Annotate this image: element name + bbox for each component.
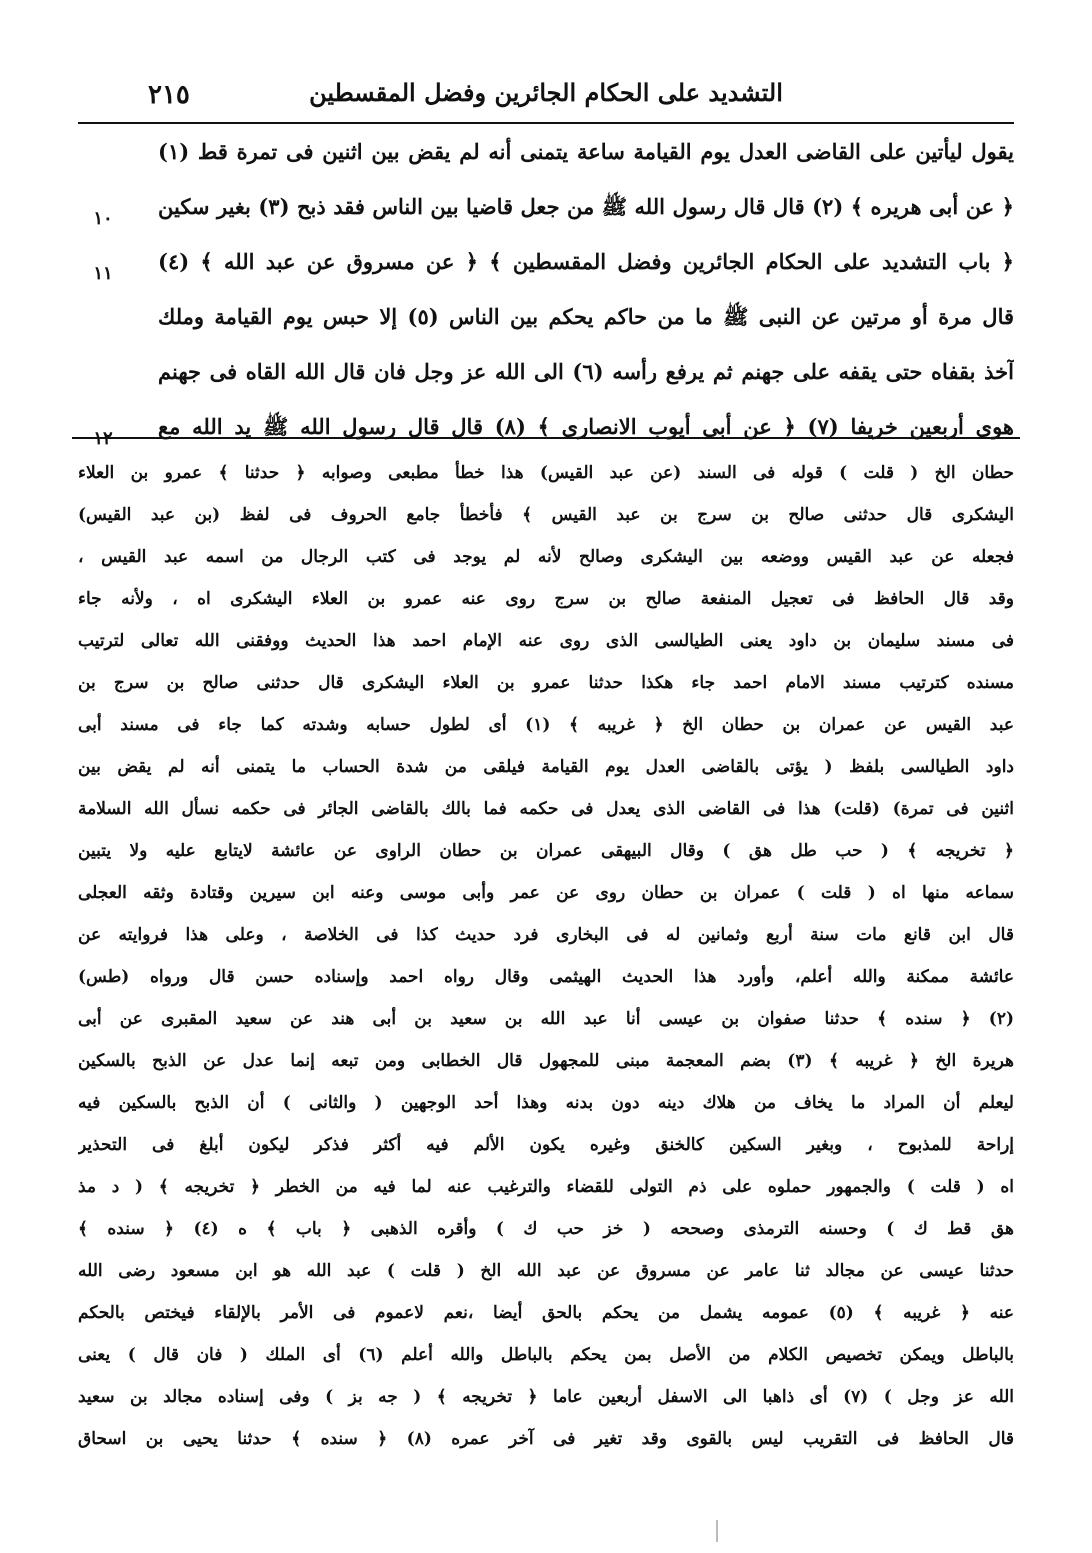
main-text-line-content: يقول ليأتين على القاضى العدل يوم القيامة ساعة يتمنى أنه لم يقض بين اثنين فى تمرة قط (١) [158,139,1014,164]
running-title: التشديد على الحكام الجائرين وفضل المقسطين [309,78,783,107]
main-hadith-text [78,132,1014,462]
main-text-line [78,242,1014,297]
main-text-line-content: قال مرة أو مرتين عن النبى ﷺ ما من حاكم يحكم بين الناس (٥) إلا حبس يوم القيامة وملك [158,304,1014,329]
line-number: ١٢ [93,428,113,449]
commentary-line: هق قط ك ) وحسنه الترمذى وصححه ( خز حب ك ) وأقره الذهبى ﴿ باب ﴾ ه (٤) ﴿ سنده ﴾ [78,1219,1014,1239]
main-text-line [78,187,1014,242]
commentary-line: اثنين فى تمرة) (قلت) هذا فى القاضى الذى يعدل فى حكمه فما بالك بالقاضى الجائر فى حكمه نسأل الله السلامة [78,799,1014,819]
main-text-line [78,132,1014,187]
line-number: ١١ [93,263,113,284]
commentary-line: حدثنا عيسى عن مجالد ثنا عامر عن مسروق عن عبد الله الخ ( قلت ) عبد الله هو ابن مسعود رضى الله [78,1261,1014,1281]
commentary-line: (٢) ﴿ سنده ﴾ حدثنا صفوان بن عيسى أنا عبد الله بن سعيد بن أبى هند عن سعيد المقبرى عن أبى [78,1009,1014,1029]
commentary-line: وقد قال الحافظ فى تعجيل المنفعة صالح بن سرج روى عنه عمرو بن العلاء اليشكرى اه ، ولأنه جاء [78,589,1014,609]
page-number: ٢١٥ [148,80,190,110]
commentary-line: قال ابن قانع مات سنة أربع وثمانين له فى البخارى فرد حديث كذا فى الخلاصة ، وعلى هذا فروايته عن [78,925,1014,945]
main-text-line [78,297,1014,352]
commentary-line: عائشة ممكنة والله أعلم، وأورد هذا الحديث الهيثمى وقال رواه احمد وإسناده حسن قال ورواه (طس) [78,967,1014,987]
commentary-line: حطان الخ ( قلت ) قوله فى السند (عن عبد القيس) هذا خطأ مطبعى وصوابه ﴿ حدثنا ﴾ عمرو بن العلاء [78,463,1014,483]
scan-mark [716,1520,718,1542]
page-header [78,74,1014,124]
main-text-line-content: ﴿ عن أبى هريره ﴾ (٢) قال قال رسول الله ﷺ من جعل قاضيا بين الناس فقد ذبح (٣) بغير سكين [158,194,1014,219]
commentary-line: اليشكرى قال حدثنى صالح بن سرج بن عبد القيس ﴾ فأخطأ جامع الحروف فى لفظ (بن عبد القيس) [78,505,1014,525]
commentary-line: هريرة الخ ﴿ غريبه ﴾ (٣) بضم المعجمة مبنى للمجهول قال الخطابى ومن تبعه إنما عدل عن الذبح بالسكين [78,1051,1014,1071]
commentary-line: عنه ﴿ غريبه ﴾ (٥) عمومه يشمل من يحكم بالحق أيضا ،نعم لاعموم فى الأمر بالإلقاء فيختص بالحكم [78,1303,1014,1323]
commentary-line: الله عز وجل ) (٧) أى ذاهبا الى الاسفل أربعين عاما ﴿ تخريجه ﴾ ( جه بز ) وفى إسناده مجالد بن سعيد [78,1387,1014,1407]
commentary-line: اه ( قلت ) والجمهور حملوه على ذم التولى للقضاء والترغيب عنه لما فيه من الخطر ﴿ تخريجه ﴾ ( د مذ [78,1177,1014,1197]
main-text-line-content: آخذ بقفاه حتى يقفه على جهنم ثم يرفع رأسه (٦) الى الله عز وجل فان قال الله القاه فى جهنم [158,359,1014,384]
main-text-line [78,352,1014,407]
commentary-line: مسنده كترتيب مسند الامام احمد جاء هكذا حدثنا عمرو بن العلاء اليشكرى قال حدثنى صالح بن سرج بن [78,673,1014,693]
commentary-line: سماعه منها اه ( قلت ) عمران بن حطان روى عن عمر وأبى موسى وعنه ابن سيرين وقتادة وثقه العجلى [78,883,1014,903]
commentary-line: بالباطل ويمكن تخصيص الكلام من الأصل بمن يحكم بالباطل والله أعلم (٦) أى الملك ( فان قال ) يعنى [78,1345,1014,1365]
commentary-line: إراحة للمذبوح ، وبغير السكين كالخنق وغيره يكون الألم فيه أكثر فذكر ليكون أبلغ فى التحذير [78,1135,1014,1155]
commentary-line: ليعلم أن المراد ما يخاف من هلاك دينه دون بدنه وهذا أحد الوجهين ( والثانى ) أن الذبح بالسكين فيه [78,1093,1014,1113]
commentary-line: قال الحافظ فى التقريب ليس بالقوى وقد تغير فى آخر عمره (٨) ﴿ سنده ﴾ حدثنا يحيى بن اسحاق [78,1429,1014,1449]
commentary-footnotes [78,452,1014,1460]
commentary-line: ﴿ تخريجه ﴾ ( حب طل هق ) وقال البيهقى عمران بن حطان الراوى عن عائشة لايتابع عليه ولا يتبين [78,841,1014,861]
main-text-line-content: ﴿ باب التشديد على الحكام الجائرين وفضل المقسطين ﴾ ﴿ عن مسروق عن عبد الله ﴾ (٤) [158,249,1014,274]
commentary-line: فى مسند سليمان بن داود يعنى الطيالسى الذى روى عنه الإمام احمد هذا الحديث ووفقنى الله تعالى لترتيب [78,631,1014,651]
line-number: ١٠ [93,208,113,229]
footnote-divider [72,437,1020,439]
commentary-line: عبد القيس عن عمران بن حطان الخ ﴿ غريبه ﴾ (١) أى لطول حسابه وشدته كما جاء فى مسند أبى [78,715,1014,735]
commentary-line: داود الطيالسى بلفظ ( يؤتى بالقاضى العدل يوم القيامة فيلقى من شدة الحساب ما يتمنى أنه لم يقض بين [78,757,1014,777]
main-text-line-content: هوى أربعين خريفا (٧) ﴿ عن أبى أيوب الانصارى ﴾ (٨) قال قال رسول الله ﷺ يد الله مع [158,414,1014,439]
commentary-line: فجعله عن عبد القيس ووضعه بين اليشكرى وصالح لأنه لم يوجد فى كتب الرجال من اسمه عبد القيس ، [78,547,1014,567]
